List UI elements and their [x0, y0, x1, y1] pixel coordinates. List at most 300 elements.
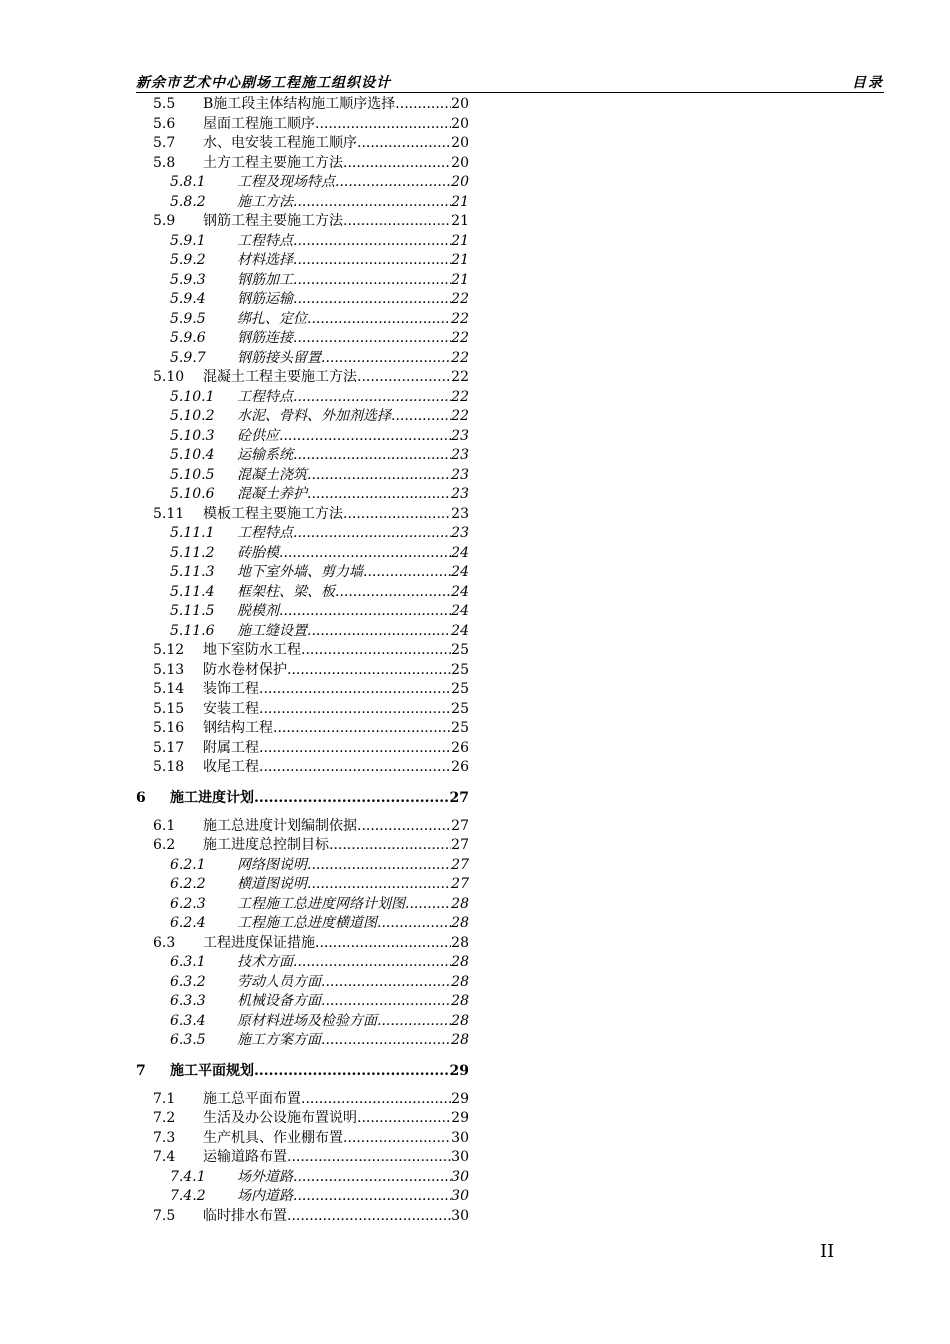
toc-entry-page: 21 — [451, 232, 469, 249]
toc-entry-line — [237, 271, 469, 291]
toc-section-entry[interactable] — [136, 1129, 471, 1149]
toc-section-entry[interactable] — [136, 739, 471, 759]
toc-leader-dots — [279, 544, 451, 564]
toc-subsection-entry[interactable] — [136, 1012, 471, 1032]
toc-entry-number: 5.9.5 — [170, 310, 206, 327]
toc-entry-number: 5.9.1 — [170, 232, 206, 249]
toc-entry-title: 安装工程 — [203, 700, 259, 717]
toc-entry-page: 22 — [451, 349, 469, 366]
toc-entry-line — [203, 934, 469, 954]
toc-entry-page: 28 — [451, 1032, 469, 1048]
toc-entry-title: 防水卷材保护 — [203, 661, 287, 678]
toc-entry-page: 30 — [451, 1168, 469, 1185]
toc-section-entry[interactable] — [136, 758, 471, 778]
toc-entry-page: 23 — [451, 427, 469, 444]
toc-entry-title: 机械设备方面 — [237, 993, 321, 1009]
toc-subsection-entry[interactable] — [136, 310, 471, 330]
toc-leader-dots — [315, 934, 451, 954]
toc-entry-number: 5.11.3 — [170, 564, 215, 580]
toc-entry-title: 收尾工程 — [203, 759, 259, 775]
toc-leader-dots — [335, 583, 451, 603]
toc-entry-line — [203, 212, 469, 232]
toc-entry-page: 29 — [451, 1110, 469, 1126]
toc-leader-dots — [293, 388, 451, 408]
toc-entry-page: 25 — [451, 720, 469, 736]
toc-entry-number: 6 — [136, 789, 146, 806]
toc-entry-page: 21 — [451, 193, 469, 210]
toc-section-entry[interactable] — [136, 836, 471, 856]
toc-entry-number: 5.16 — [153, 720, 185, 736]
toc-entry-title: 生产机具、作业棚布置 — [203, 1129, 343, 1146]
toc-subsection-entry[interactable] — [136, 173, 471, 193]
toc-entry-title: 绑扎、定位 — [237, 310, 307, 327]
toc-entry-number: 6.3.1 — [170, 954, 206, 970]
toc-entry-title: 运输道路布置 — [203, 1149, 287, 1165]
toc-entry-page: 21 — [451, 252, 469, 268]
toc-entry-title: 横道图说明 — [237, 876, 307, 892]
toc-subsection-entry[interactable] — [136, 193, 471, 213]
toc-entry-number: 5.14 — [153, 681, 185, 697]
toc-leader-dots — [343, 154, 451, 174]
toc-subsection-entry[interactable] — [136, 622, 471, 642]
toc-entry-title: 场外道路 — [237, 1168, 293, 1185]
toc-subsection-entry[interactable] — [136, 407, 471, 427]
toc-section-entry[interactable] — [136, 134, 471, 154]
toc-subsection-entry[interactable] — [136, 388, 471, 408]
toc-section-entry[interactable] — [136, 154, 471, 174]
toc-entry-title: 脱模剂 — [237, 603, 279, 619]
toc-entry-line — [237, 1187, 469, 1207]
toc-subsection-entry[interactable] — [136, 251, 471, 271]
toc-entry-line — [237, 914, 469, 934]
toc-entry-line — [237, 349, 469, 369]
toc-entry-number: 7 — [136, 1062, 146, 1079]
toc-entry-number: 6.3 — [153, 934, 176, 951]
toc-entry-title: 施工进度计划 — [170, 789, 254, 806]
toc-entry-title: 混凝土工程主要施工方法 — [203, 369, 357, 385]
toc-subsection-entry[interactable] — [136, 856, 471, 876]
toc-entry-number: 6.3.2 — [170, 973, 206, 990]
toc-entry-line — [237, 544, 469, 564]
toc-leader-dots — [405, 895, 451, 915]
toc-leader-dots — [335, 173, 451, 193]
toc-subsection-entry[interactable] — [136, 524, 471, 544]
toc-entry-title: 工程特点 — [237, 525, 293, 541]
toc-entry-page: 30 — [451, 1129, 469, 1146]
toc-entry-number: 5.15 — [153, 700, 185, 717]
toc-entry-line — [237, 232, 469, 252]
toc-entry-line — [237, 466, 469, 486]
toc-section-entry[interactable] — [136, 1207, 471, 1227]
toc-leader-dots — [377, 1012, 451, 1032]
toc-leader-dots — [301, 1090, 451, 1110]
toc-subsection-entry[interactable] — [136, 1187, 471, 1207]
toc-entry-page: 24 — [451, 564, 469, 580]
toc-chapter-entry[interactable] — [136, 788, 471, 808]
toc-entry-title: 场内道路 — [237, 1188, 293, 1204]
toc-entry-number: 6.2.2 — [170, 876, 206, 892]
toc-leader-dots — [307, 485, 451, 505]
toc-leader-dots — [287, 661, 451, 681]
toc-entry-line — [203, 641, 469, 661]
toc-entry-page: 23 — [451, 486, 469, 502]
toc-leader-dots — [343, 505, 451, 525]
toc-entry-line — [237, 1012, 469, 1032]
toc-section-entry[interactable] — [136, 719, 471, 739]
toc-entry-page: 22 — [451, 330, 469, 346]
toc-entry-number: 5.7 — [153, 135, 176, 151]
document-title: 新余市艺术中心剧场工程施工组织设计 — [136, 75, 391, 91]
toc-entry-line — [237, 895, 469, 915]
toc-entry-title: 施工总平面布置 — [203, 1090, 301, 1107]
toc-entry-number: 5.10.6 — [170, 486, 215, 502]
toc-entry-title: 模板工程主要施工方法 — [203, 505, 343, 522]
toc-leader-dots — [273, 719, 451, 739]
toc-leader-dots — [293, 1187, 451, 1207]
toc-subsection-entry[interactable] — [136, 232, 471, 252]
toc-entry-page: 27 — [451, 856, 469, 873]
toc-entry-title: 钢结构工程 — [203, 720, 273, 736]
toc-entry-page: 20 — [451, 174, 469, 190]
toc-subsection-entry[interactable] — [136, 271, 471, 291]
toc-entry-page: 20 — [451, 135, 469, 151]
table-of-contents — [136, 95, 471, 1226]
toc-leader-dots — [293, 524, 451, 544]
toc-entry-page: 23 — [451, 525, 469, 541]
toc-leader-dots — [254, 1061, 450, 1081]
toc-subsection-entry[interactable] — [136, 349, 471, 369]
toc-entry-page: 30 — [451, 1188, 469, 1204]
toc-entry-page: 28 — [451, 915, 469, 931]
toc-entry-line — [237, 622, 469, 642]
toc-entry-page: 28 — [451, 1012, 469, 1029]
toc-entry-page: 28 — [451, 895, 469, 912]
toc-leader-dots — [343, 1129, 451, 1149]
page-header — [136, 68, 884, 93]
toc-entry-title: B施工段主体结构施工顺序选择 — [203, 96, 396, 112]
toc-entry-line — [237, 992, 469, 1012]
toc-entry-number: 5.9.2 — [170, 252, 206, 268]
toc-subsection-entry[interactable] — [136, 485, 471, 505]
toc-entry-page: 20 — [451, 96, 469, 112]
toc-leader-dots — [293, 329, 451, 349]
toc-entry-title: 材料选择 — [237, 252, 293, 268]
toc-entry-number: 5.11.5 — [170, 603, 215, 619]
toc-section-entry[interactable] — [136, 680, 471, 700]
toc-leader-dots — [357, 817, 451, 837]
toc-entry-line — [203, 1207, 469, 1227]
toc-entry-title: 钢筋接头留置 — [237, 349, 321, 366]
toc-subsection-entry[interactable] — [136, 290, 471, 310]
toc-entry-number: 6.2.1 — [170, 856, 206, 873]
toc-entry-line — [203, 1090, 469, 1110]
toc-entry-number: 7.4.1 — [170, 1168, 206, 1185]
toc-section-entry[interactable] — [136, 505, 471, 525]
toc-entry-number: 6.3.3 — [170, 993, 206, 1009]
toc-entry-page: 25 — [451, 681, 469, 697]
toc-entry-number: 5.9.3 — [170, 271, 206, 288]
toc-entry-number: 5.8.2 — [170, 193, 206, 210]
toc-section-entry[interactable] — [136, 641, 471, 661]
toc-entry-title: 装饰工程 — [203, 681, 259, 697]
toc-entry-number: 5.8 — [153, 154, 176, 171]
toc-entry-number: 7.3 — [153, 1129, 176, 1146]
toc-subsection-entry[interactable] — [136, 1168, 471, 1188]
toc-entry-line — [170, 1061, 469, 1081]
toc-section-entry[interactable] — [136, 700, 471, 720]
toc-subsection-entry[interactable] — [136, 563, 471, 583]
page-number: II — [820, 1241, 835, 1262]
toc-entry-page: 28 — [451, 993, 469, 1009]
toc-entry-title: 地下室外墙、剪力墙 — [237, 564, 363, 580]
toc-entry-number: 5.8.1 — [170, 174, 206, 190]
toc-entry-number: 5.5 — [153, 96, 176, 112]
toc-leader-dots — [293, 290, 451, 310]
toc-leader-dots — [357, 134, 451, 154]
toc-leader-dots — [293, 251, 451, 271]
toc-section-entry[interactable] — [136, 934, 471, 954]
toc-leader-dots — [279, 602, 451, 622]
toc-entry-title: 框架柱、梁、板 — [237, 583, 335, 600]
toc-entry-page: 22 — [451, 388, 469, 405]
toc-entry-page: 30 — [451, 1207, 469, 1224]
toc-entry-title: 地下室防水工程 — [203, 642, 301, 658]
toc-section-entry[interactable] — [136, 1090, 471, 1110]
toc-entry-title: 工程特点 — [237, 388, 293, 405]
toc-entry-page: 29 — [449, 1062, 469, 1079]
toc-leader-dots — [357, 1109, 451, 1129]
toc-entry-title: 临时排水布置 — [203, 1207, 287, 1224]
toc-entry-title: 运输系统 — [237, 447, 293, 463]
toc-leader-dots — [321, 992, 451, 1012]
toc-entry-line — [237, 973, 469, 993]
toc-subsection-entry[interactable] — [136, 329, 471, 349]
toc-leader-dots — [329, 836, 451, 856]
toc-entry-page: 20 — [451, 154, 469, 171]
toc-entry-number: 5.9.6 — [170, 330, 206, 346]
toc-entry-page: 26 — [451, 739, 469, 756]
toc-leader-dots — [321, 973, 451, 993]
toc-subsection-entry[interactable] — [136, 1031, 471, 1051]
toc-entry-line — [237, 173, 469, 193]
toc-subsection-entry[interactable] — [136, 544, 471, 564]
toc-subsection-entry[interactable] — [136, 446, 471, 466]
toc-entry-line — [203, 134, 469, 154]
toc-entry-title: 水、电安装工程施工顺序 — [203, 135, 357, 151]
toc-entry-number: 5.10 — [153, 369, 185, 385]
toc-entry-page: 26 — [451, 759, 469, 775]
toc-entry-line — [237, 856, 469, 876]
toc-subsection-entry[interactable] — [136, 602, 471, 622]
toc-section-entry[interactable] — [136, 368, 471, 388]
toc-entry-page: 21 — [451, 271, 469, 288]
toc-entry-number: 5.6 — [153, 115, 176, 132]
toc-leader-dots — [293, 953, 451, 973]
toc-entry-line — [237, 388, 469, 408]
toc-leader-dots — [307, 466, 451, 486]
toc-entry-page: 24 — [451, 603, 469, 619]
toc-entry-line — [203, 836, 469, 856]
toc-entry-title: 钢筋连接 — [237, 330, 293, 346]
toc-entry-line — [237, 407, 469, 427]
toc-entry-title: 网络图说明 — [237, 856, 307, 873]
toc-entry-title: 施工进度总控制目标 — [203, 837, 329, 853]
toc-entry-number: 5.11.6 — [170, 622, 215, 639]
toc-section-entry[interactable] — [136, 1109, 471, 1129]
toc-entry-number: 5.9.4 — [170, 291, 206, 307]
toc-entry-line — [237, 251, 469, 271]
toc-entry-line — [203, 1148, 469, 1168]
toc-entry-number: 6.3.4 — [170, 1012, 206, 1029]
toc-entry-number: 5.11.4 — [170, 583, 215, 600]
toc-entry-page: 23 — [451, 505, 469, 522]
toc-leader-dots — [259, 700, 451, 720]
toc-subsection-entry[interactable] — [136, 953, 471, 973]
section-title: 目录 — [852, 75, 884, 91]
toc-leader-dots — [315, 115, 451, 135]
toc-entry-title: 施工总进度计划编制依据 — [203, 817, 357, 834]
toc-entry-line — [237, 953, 469, 973]
toc-entry-title: 钢筋运输 — [237, 291, 293, 307]
toc-entry-number: 7.4 — [153, 1149, 176, 1165]
toc-entry-number: 5.11.1 — [170, 525, 215, 541]
toc-entry-title: 钢筋加工 — [237, 271, 293, 288]
toc-entry-line — [237, 875, 469, 895]
toc-section-entry[interactable] — [136, 661, 471, 681]
toc-leader-dots — [293, 232, 451, 252]
toc-section-entry[interactable] — [136, 212, 471, 232]
toc-entry-number: 6.2.4 — [170, 915, 206, 931]
toc-entry-title: 工程及现场特点 — [237, 174, 335, 190]
toc-entry-page: 25 — [451, 700, 469, 717]
toc-section-entry[interactable] — [136, 95, 471, 115]
toc-entry-page: 22 — [451, 310, 469, 327]
toc-entry-line — [203, 680, 469, 700]
toc-entry-title: 劳动人员方面 — [237, 973, 321, 990]
toc-entry-number: 5.10.2 — [170, 408, 215, 424]
toc-chapter-entry[interactable] — [136, 1061, 471, 1081]
toc-entry-page: 27 — [451, 876, 469, 892]
toc-entry-number: 6.3.5 — [170, 1032, 206, 1048]
toc-entry-line — [237, 446, 469, 466]
toc-entry-line — [237, 290, 469, 310]
toc-leader-dots — [259, 680, 451, 700]
toc-entry-line — [203, 95, 469, 115]
toc-entry-title: 砖胎模 — [237, 544, 279, 561]
toc-leader-dots — [293, 271, 451, 291]
toc-entry-title: 工程施工总进度横道图 — [237, 915, 377, 931]
toc-entry-number: 5.13 — [153, 661, 185, 678]
toc-entry-page: 21 — [451, 213, 469, 229]
toc-entry-number: 5.9 — [153, 213, 176, 229]
toc-leader-dots — [293, 193, 451, 213]
toc-entry-title: 工程施工总进度网络计划图 — [237, 895, 405, 912]
toc-leader-dots — [259, 739, 451, 759]
toc-section-entry[interactable] — [136, 817, 471, 837]
toc-entry-number: 7.4.2 — [170, 1188, 206, 1204]
toc-subsection-entry[interactable] — [136, 466, 471, 486]
toc-entry-title: 工程特点 — [237, 232, 293, 249]
toc-leader-dots — [287, 1148, 451, 1168]
toc-entry-page: 20 — [451, 115, 469, 132]
toc-leader-dots — [391, 407, 451, 427]
toc-entry-line — [203, 368, 469, 388]
toc-entry-line — [203, 817, 469, 837]
toc-subsection-entry[interactable] — [136, 895, 471, 915]
toc-entry-line — [203, 154, 469, 174]
toc-section-entry[interactable] — [136, 115, 471, 135]
toc-entry-page: 25 — [451, 642, 469, 658]
toc-entry-line — [203, 1129, 469, 1149]
toc-entry-line — [203, 505, 469, 525]
toc-entry-line — [237, 485, 469, 505]
toc-entry-title: 水泥、骨料、外加剂选择 — [237, 408, 391, 424]
toc-subsection-entry[interactable] — [136, 875, 471, 895]
toc-entry-page: 24 — [451, 544, 469, 561]
toc-entry-number: 6.2.3 — [170, 895, 206, 912]
toc-entry-page: 24 — [451, 622, 469, 639]
toc-entry-page: 29 — [451, 1090, 469, 1107]
toc-leader-dots — [287, 1207, 451, 1227]
toc-entry-number: 5.10.1 — [170, 388, 215, 405]
toc-entry-number: 7.2 — [153, 1110, 176, 1126]
toc-entry-page: 22 — [451, 369, 469, 385]
toc-entry-page: 30 — [451, 1149, 469, 1165]
toc-entry-title: 屋面工程施工顺序 — [203, 115, 315, 132]
toc-subsection-entry[interactable] — [136, 914, 471, 934]
toc-entry-page: 28 — [451, 973, 469, 990]
toc-entry-title: 技术方面 — [237, 954, 293, 970]
toc-leader-dots — [301, 641, 451, 661]
toc-section-entry[interactable] — [136, 1148, 471, 1168]
toc-entry-title: 施工缝设置 — [237, 622, 307, 639]
toc-entry-number: 5.10.3 — [170, 427, 215, 444]
toc-entry-title: 土方工程主要施工方法 — [203, 154, 343, 171]
toc-entry-line — [237, 310, 469, 330]
toc-subsection-entry[interactable] — [136, 992, 471, 1012]
toc-entry-page: 22 — [451, 408, 469, 424]
toc-entry-number: 5.9.7 — [170, 349, 206, 366]
toc-leader-dots — [395, 95, 451, 115]
toc-entry-page: 23 — [451, 447, 469, 463]
toc-entry-page: 27 — [451, 837, 469, 853]
toc-entry-line — [203, 719, 469, 739]
toc-entry-page: 28 — [451, 954, 469, 970]
toc-entry-number: 5.17 — [153, 739, 185, 756]
toc-entry-number: 5.12 — [153, 642, 185, 658]
toc-entry-number: 7.1 — [153, 1090, 176, 1107]
toc-entry-number: 6.1 — [153, 817, 176, 834]
toc-subsection-entry[interactable] — [136, 583, 471, 603]
toc-entry-page: 23 — [451, 466, 469, 483]
toc-leader-dots — [307, 856, 451, 876]
toc-entry-number: 5.10.5 — [170, 466, 215, 483]
toc-subsection-entry[interactable] — [136, 427, 471, 447]
toc-entry-line — [203, 661, 469, 681]
toc-entry-page: 27 — [451, 817, 469, 834]
toc-subsection-entry[interactable] — [136, 973, 471, 993]
toc-entry-title: 混凝土浇筑 — [237, 466, 307, 483]
toc-entry-number: 5.10.4 — [170, 447, 215, 463]
toc-entry-line — [237, 1031, 469, 1051]
toc-leader-dots — [321, 349, 451, 369]
toc-leader-dots — [307, 310, 451, 330]
toc-entry-number: 7.5 — [153, 1207, 176, 1224]
toc-entry-line — [170, 788, 469, 808]
toc-leader-dots — [279, 427, 451, 447]
toc-leader-dots — [307, 622, 451, 642]
toc-leader-dots — [321, 1031, 451, 1051]
